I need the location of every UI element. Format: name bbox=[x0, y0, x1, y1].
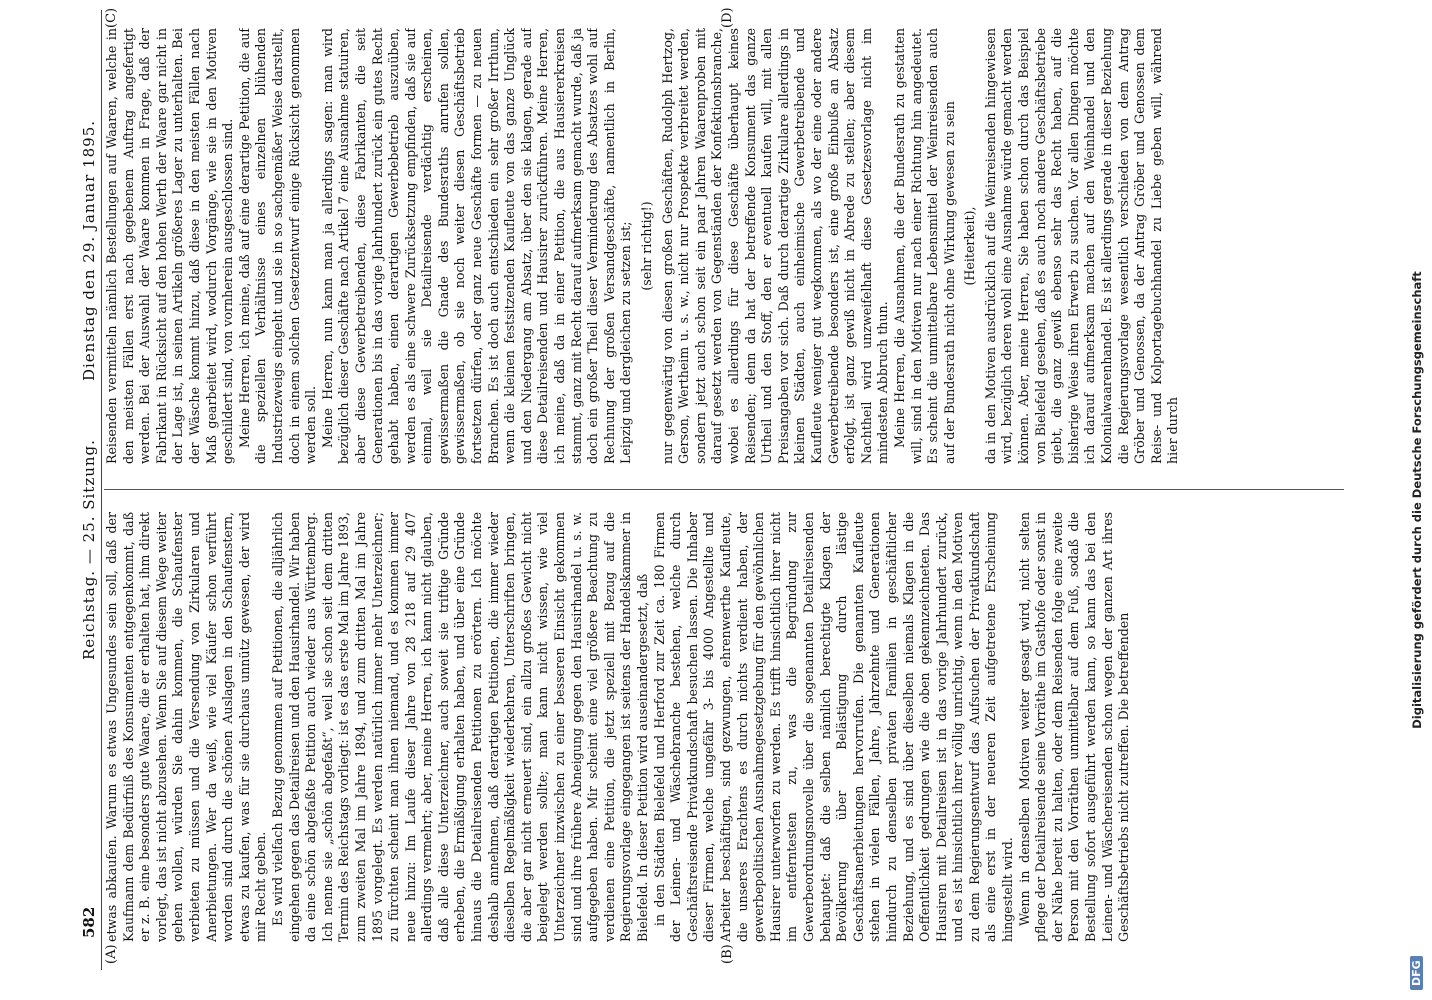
left-paragraph: etwas abkaufen. Warum es etwas Ungesundes sein soll, daß der Kaufmann dem Bedürfniß des Konsumenten entgegenkommt, daß er z. B. eine besonders gute Waare, die er erhalten hat, ihm direkt vorlegt, das ist nicht abzusehen. Wenn Sie auf diesem Wege weiter gehen wollen, würden Sie dahin kommen, die Schaufenster verbieten zu müssen und die Versendung von Zirkularen und Anerbietungen. Wer da weiß, wie viel Käufer schon verführt worden sind durch die schönen Auslagen in den Schaufenstern, etwas zu kaufen, was für sie durchaus unnütz gewesen, der wird mir Recht geben. bbox=[104, 512, 269, 942]
page-number: 582 bbox=[80, 906, 98, 938]
left-paragraph: in den Städten Bielefeld und Herford zur Zeit ca. 180 Firmen der Leinen- und Wäschebranche bestehen, welche durch Geschäftsreisende Privatkundschaft besuchen lassen. Die Inhaber dieser Firmen, welche ungefähr 3- bis 4000 Angestellte und Arbeiter beschäftigen, sind gezwungen, ehrenwerthe Kaufleute, die unseres Erachtens es durch nichts verdient haben, der gewerbepolitischen Ausnahmegesetzgebung für den gewöhnlichen Hausirer unterworfen zu werden. Es trifft hinsichtlich ihrer nicht im entferntesten zu, was die Begründung zur Gewerbeordnungsnovelle über die sogenannten Detailreisenden behauptet: daß die selben nämlich berechtigte Klagen der Bevölkerung über Belästigung durch lästige Geschäftsanerbietungen hervorrufen. Die genannten Kaufleute stehen in vielen Fällen, Jahre, Jahrzehnte und Generationen hindurch zu denselben privaten Familien in geschäftlicher Beziehung, und es sind über dieselben niemals Klagen in die Oeffentlichkeit gedrungen wie die oben gekennzeichneten. Das Hausiren mit Detailreisen ist in das vorige Jahrhundert zurück, und es ist hinsichtlich ihrer völlig unrichtig, wenn in den Motiven zu dem Regierungsentwurf das Aufsuchen der Privatkundschaft als eine erst in der neueren Zeit aufgetretene Erscheinung hingestellt wird. bbox=[651, 512, 1016, 942]
right-paragraph: Meine Herren, ich meine, daß auf eine derartige Petition, die auf die speziellen Verhältnisse eines einzelnen blühenden Industriezweigs eingeht und sie in so sachgemäßer Weise darstellt, doch in einem solchen Gesetzentwurf einige Rücksicht genommen werden soll. bbox=[236, 28, 319, 464]
dfg-logo: DFG bbox=[1410, 956, 1423, 990]
header-rule bbox=[101, 10, 102, 970]
interjection: (Heiterkeit), bbox=[962, 206, 978, 286]
margin-marker-d: (D) bbox=[720, 7, 735, 28]
right-paragraph: Meine Herren, nun kann man ja allerdings sagen: man wird bezüglich dieser Geschäfte nach Artikel 7 eine Ausnahme statuiren, aber diese Gewerbetreibenden, diese Fabrikanten, die seit Generationen bis in das vorige Jahrhundert zurück ein gutes Recht gehabt haben, einen derartigen Gewerbebetrieb auszuüben, werden es als eine schwere Zurücksetzung empfinden, daß sie auf einmal, weil sie Detailreisende verdächtig erscheinen, gewissermaßen die Gnade des Bundesraths anrufen sollen, gewissermaßen, ob sie noch weiter diesen Geschäftsbetrieb fortsetzen dürfen, oder ganz neue Geschäfte formen — zu neuen Branchen. Es ist doch auch entschieden ein sehr großer Irrthum, wenn die kleinen festsitzenden Kaufleute von das ganze Unglück und den Niedergang am Absatz, über den sie klagen, gerade auf diese Detailreisenden und Hausirer zurückführen. Meine Herren, ich meine, daß da in einer Petition, die aus Hausiererkreisen stammt, ganz mit Recht darauf aufmerksam gemacht wurde, daß ja doch ein großer Theil dieser Verminderung des Absatzes wohl auf Rechnung der großen Versandgeschäfte, namentlich in Berlin, Leipzig und dergleichen zu setzen ist; bbox=[319, 28, 634, 464]
column-separator bbox=[104, 489, 1344, 490]
left-paragraph: Wenn in denselben Motiven weiter gesagt wird, nicht selten pflege der Detailreisende seine Vorräthe im Gasthofe oder sonst in der Nähe bereit zu halten, oder dem Reisenden folge eine zweite Person mit den Vorräthen unmittelbar auf dem Fuß, sodaß die Bestellung sofort ausgeführt werden kann, so kann das bei den Leinen- und Wäschereisenden schon wegen der ganzen Art ihres Geschäftsbetriebs nicht zutreffen. Die betreffenden bbox=[1016, 512, 1132, 942]
right-paragraph: Meine Herren, die Ausnahmen, die der Bundesrath zu gestatten will, sind in den Motiven nur nach einer Richtung hin angedeutet. Es scheint die unmittelbare Lebensmittel der Weinreisenden auch auf der Bundesrath nicht ohne Wirkung gewesen zu sein bbox=[891, 28, 957, 464]
margin-marker-b: (B) bbox=[720, 944, 735, 964]
right-column bbox=[104, 28, 1344, 464]
digitization-credit bbox=[1410, 0, 1424, 1000]
right-paragraph: nur gegenwärtig von diesen großen Geschäften, Rudolph Hertzog, Gerson, Wertheim u. s. w., nicht nur Prospekte verbreitet werden, sondern jetzt auch schon seit ein paar Jahren Waarenproben mit darauf gesetzt werden von Gegenständen der Konfektionsbranche, wobei es allerdings für diese Geschäfte überhaupt keines Reisenden; denn da hat der betreffende Konsument das ganze Urtheil und den Stoff, den er eventuell kaufen will, mit allen Preisangaben vor sich. Daß durch derartige Zirkulare allerdings in kleinen Städten, auch einheimische Gewerbetreibende und Kaufleute weniger gut wegkommen, als wo der eine oder andere Gewerbetreibende besonders ist, eine große Einbuße an Absatz erfolgt, ist ganz gewiß nicht in Abrede zu stellen; aber diesem Nachtheil wird unzweifelhaft diese Gesetzesvorlage nicht im mindesten Abbruch thun. bbox=[659, 28, 891, 464]
margin-marker-a: (A) bbox=[104, 944, 119, 964]
right-paragraph: da in den Motiven ausdrücklich auf die Weinreisenden hingewiesen wird, bezüglich deren wohl eine Ausnahme würde gemacht werden können. Aber, meine Herren, Sie haben schon durch das Beispiel von Bielefeld gesehen, daß es auch noch andere Geschäftsbetriebe giebt, die ganz gewiß ebenso sehr das Recht haben, auf die bisherige Weise ihren Erwerb zu suchen. Vor allen Dingen möchte ich darauf aufmerksam machen auf den Weinhandel und den Kolonialwaarenhandel. Es ist allerdings gerade in dieser Beziehung die Regierungsvorlage wesentlich verschieden von dem Antrag Gröber und Genossen, da der Antrag Gröber und Genossen dem Reise- und Kolportagebuchhandel zu Liebe geben will, während hier durch bbox=[982, 28, 1181, 464]
left-column bbox=[104, 512, 1344, 942]
interjection: (sehr richtig!) bbox=[639, 201, 654, 291]
page-header bbox=[80, 0, 102, 1000]
margin-marker-c: (C) bbox=[104, 7, 119, 28]
right-paragraph: Reisenden vermitteln nämlich Bestellungen auf Waaren, welche in den meisten Fällen erst nach gegebenem Auftrag angefertigt werden. Bei der Auswahl der Waare kommen in Frage, daß der Fabrikant in Rücksicht auf den hohen Werth der Waare gar nicht in der Lage ist, in seinen Artikeln größeres Lager zu unterhalten. Bei der Wäsche kommt hinzu, daß diese in den meisten Fällen nach Maß gearbeitet wird, wodurch Vorgänge, wie sie in den Motiven geschildert sind, von vornherein ausgeschlossen sind. bbox=[104, 28, 236, 464]
left-paragraph: Es wird vielfach Bezug genommen auf Petitionen, die alljährlich eingehen gegen das Detailreisen und den Hausirhandel. Wir haben da eine schön abgefaßte Petition auch wieder aus Württemberg. Ich nenne sie „schön abgefaßt“, weil sie schon seit dem dritten Termin des Reichstags vorliegt: ist es das erste Mal im Jahre 1893, zum zweiten Mal im Jahre 1894, und zum dritten Mal im Jahre 1895 vorgelegt. Es werden natürlich immer mehr Unterzeichner; zu fürchten scheint man ihnen niemand, und es kommen immer neue hinzu: Im Laufe dieser Jahre von 28 218 auf 29 407 allerdings vermehrt; aber, meine Herren, ich kann nicht glauben, daß alle diese Unterzeichner, auch soweit sie triftige Gründe erheben, die Ermäßigung erhalten haben, und über eine Gründe hinaus die Detailreisenden Petitionen zu erörtern. Ich möchte deshalb annehmen, daß derartigen Petitionen, die immer wieder dieselben Regelmäßigkeit wiederkehren, Unterschriften bringen, die aber gar nicht erneuert sind, ein allzu großes Gewicht nicht beigelegt werden sollte; man kann nicht wissen, wie viel Unterzeichner inzwischen zu einer besseren Einsicht gekommen sind und ihre frühere Abneigung gegen den Hausirhandel u. s. w. aufgegeben haben. Mir scheint eine viel größere Beachtung zu verdienen eine Petition, die jetzt speziell mit Bezug auf die Regierungsvorlage eingegangen ist seitens der Handelskammer in Bielefeld. In dieser Petition wird auseinandergesetzt, daß bbox=[269, 512, 650, 942]
header-date: Dienstag den 29. Januar 1895. bbox=[80, 120, 98, 382]
credit-text: Digitalisierung gefördert durch die Deutsche Forschungsgemeinschaft bbox=[1410, 271, 1424, 729]
header-session: Reichstag. — 25. Sitzung. bbox=[80, 439, 98, 660]
